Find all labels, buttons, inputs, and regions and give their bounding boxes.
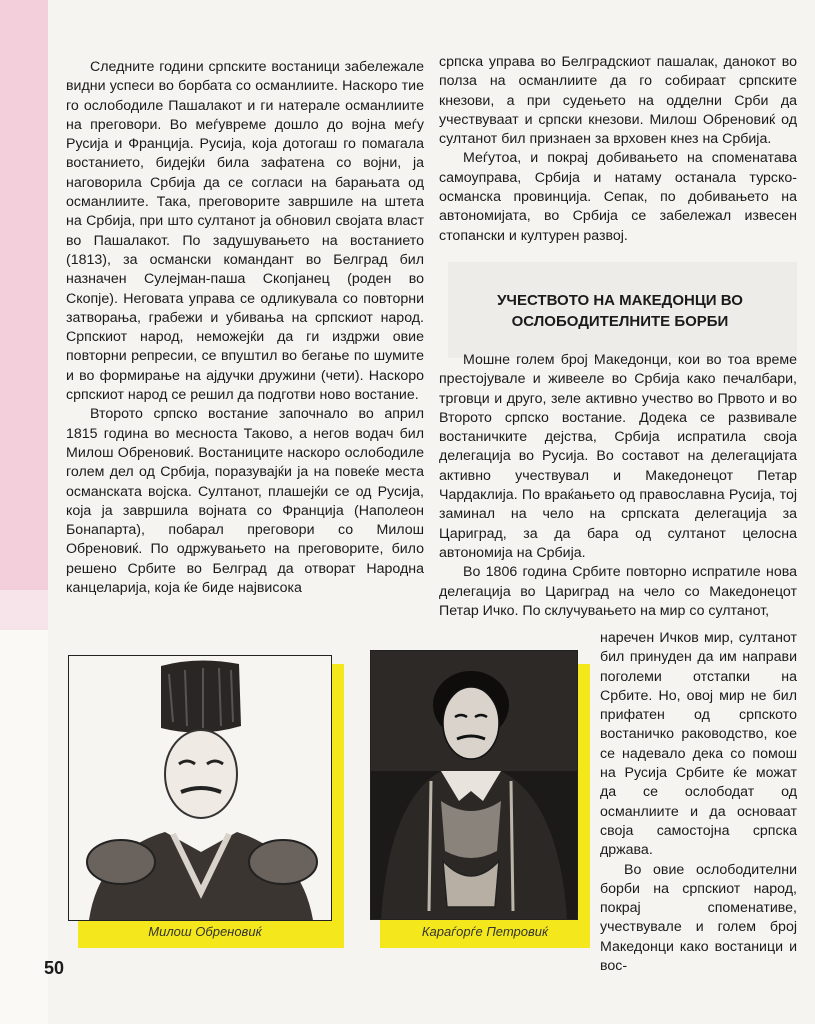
margin-color-strip-lower — [0, 590, 48, 630]
portrait-engraving-icon — [371, 651, 577, 919]
left-text-column — [66, 58, 424, 598]
right-text-column-section — [439, 351, 797, 621]
paragraph: Меѓутоа, и покрај добивањето на споменатава самоуправа, Србија и натаму останала турско-османска провинција. Сепак, по добивањето на автономијата, во Србија се забележал извесен стопански и културен развој. — [439, 150, 797, 244]
paragraph: Следните години српските востаници забележале видни успеси во борбата со османлиите. Наскоро тие го ослободиле Пашалакот и ги натерале османлиите на преговори. Во меѓувреме дошло до војна меѓу Русија и Франција. Русија, која дотогаш го помагала востанието, бидејќи била зафатена со војни, ја наговорила Србија да се согласи на барањата од османлиите. Така, преговорите завршиле на штета на Србија, при што султанот ја обновил својата власт во Пашалакот. По задушувањето на востанието (1813), за османски командант во Белград бил назначен Сулејман-паша Скопјанец (роден во Скопје). Неговата управа се одликувала со повторни затворања, грабежи и убивања на српскиот народ. Српскиот народ, неможејќи да ги издржи овие повторни репресии, се впуштил во бегање по шумите и во формирање на ајдучки дружини (чети). Наскоро српскиот народ се решил да подготви ново востание. — [66, 59, 424, 404]
paragraph: Во овие ослободителни борби на српскиот народ, покрај споменативе, учествувале и голем број Македонци како востаници и вос- — [600, 861, 797, 975]
paragraph: Во 1806 година Србите повторно испратиле нова делегација во Цариград на чело со Македонецот Петар Ичко. По склучувањето на мир со султанот, — [439, 564, 797, 619]
paragraph: српска управа во Белградскиот пашалак, данокот во полза на османлиите да го собираат српските кнезови, а при судењето на одделни Срби да учествуваат и српски кнезови. Милош Обреновиќ од султанот бил признаен за врховен кнез на Србија. — [439, 54, 797, 148]
paragraph: Второто српско востание започнало во април 1815 година во месноста Таково, а негов водач бил Милош Обреновиќ. Востаниците наскоро ослободиле голем дел од Србија, поразувајќи ја на повеќе места османската војска. Султанот, плашејќи се од Русија, која ја завршила војната со Франција (Наполеон Бонапарта), побарал преговори со Милош Обреновиќ. По одржувањето на преговорите, било решено Србите во Белград да отворат Народна канцеларија, која ќе биде највисока — [66, 406, 424, 597]
right-text-column-top — [439, 53, 797, 246]
portrait-milosh-obrenovic — [68, 655, 332, 921]
paragraph: Мошне голем број Македонци, кои во тоа време престојувале и живееле во Србија како печалбари, трговци и друго, зеле активно учество во Првото и во Второто српско востание. Додека се развивале востаничките дејства, Србија испратила своја делегација во Русија. Во составот на делегацијата активно учествувал и Македонецот Петар Чардаклија. По враќањето од православна Русија, тој заминал на чело на српската делегација за Цариград, за да бара од султанот целосна автономија на Србија. — [439, 352, 797, 561]
page-number: 50 — [44, 958, 65, 978]
portrait-karadjordje-petrovic — [370, 650, 578, 920]
figure-caption: Милош Обреновиќ — [148, 924, 262, 939]
paragraph: наречен Ичков мир, султанот бил принуден да им направи поголеми отстапки на Србите. Но, овој мир не бил прифатен од српското востаничко раководство, кое се надевало дека со помош на Русија Србите ќе можат да се ослободат од османлиите и да основаат своја самостојна српска држава. — [600, 630, 797, 859]
margin-color-strip — [0, 0, 48, 590]
figure-caption: Караѓорѓе Петровиќ — [421, 924, 549, 939]
section-heading: УЧЕСТВОТО НА МАКЕДОНЦИ ВО ОСЛОБОДИТЕЛНИТЕ БОРБИ — [497, 292, 743, 330]
portrait-engraving-icon — [69, 656, 331, 920]
right-text-column-narrow — [600, 629, 797, 976]
